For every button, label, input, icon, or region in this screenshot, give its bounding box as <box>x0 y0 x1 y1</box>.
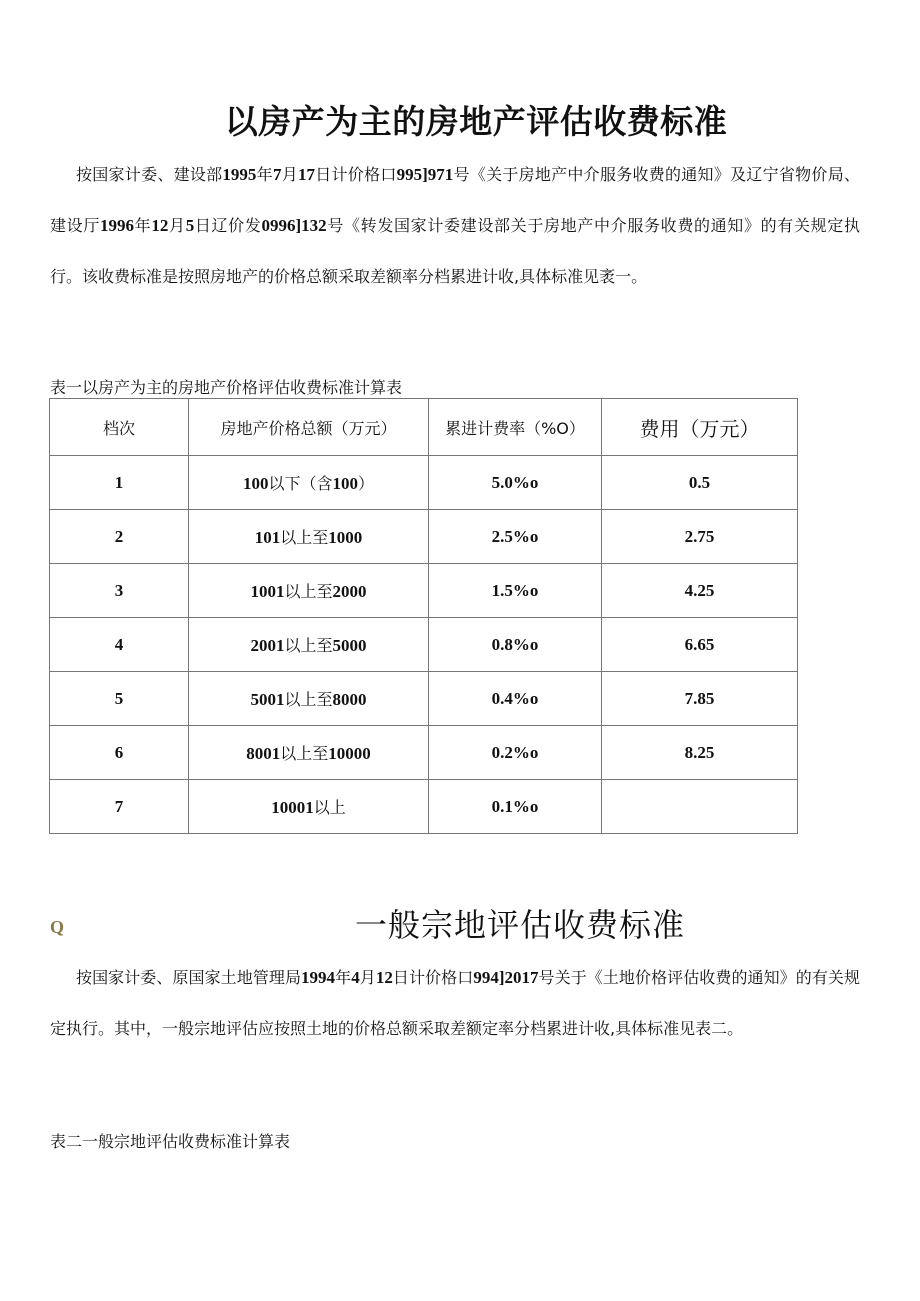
table-row <box>50 564 798 618</box>
range-start: 1001 <box>250 582 285 601</box>
paragraph-text: 日计价格口 <box>315 165 397 184</box>
paragraph-text: 日计价格口 <box>392 968 474 987</box>
rate-cell: 1.5%o <box>429 564 602 618</box>
main-title: 以房产为主的房地产评估收费标准 <box>224 102 728 141</box>
range-text: 以上 <box>313 798 346 817</box>
price-range-cell <box>189 618 429 672</box>
paragraph-number: 1995 <box>222 165 257 184</box>
rate-cell: 5.0%o <box>429 456 602 510</box>
table-row <box>50 672 798 726</box>
table-row <box>50 726 798 780</box>
paragraph-text: 号《关于房地产中介服务收费的通知》及辽宁省物价局、建设厅 <box>50 165 860 235</box>
range-start: 101 <box>254 528 281 547</box>
paragraph-number: 1996 <box>100 216 134 235</box>
paragraph-text: 号关于《土地价格评估收费的通知》的有关规定执行。其中，一般宗地评估应按照土地的价格总额采取差额定率分档累进计收,具体标准见表二。 <box>50 968 860 1038</box>
fee-cell: 6.65 <box>602 618 798 672</box>
fee-cell: 0.5 <box>602 456 798 510</box>
paragraph-text: 按国家计委、建设部 <box>76 165 223 184</box>
range-end: 5000 <box>332 636 367 655</box>
table-row <box>50 510 798 564</box>
tier-cell: 5 <box>50 672 189 726</box>
tier-cell: 6 <box>50 726 189 780</box>
header-price-range: 房地产价格总额（万元） <box>189 399 429 456</box>
paragraph-number: 995]971 <box>396 165 454 184</box>
price-range-cell <box>189 726 429 780</box>
rate-cell: 2.5%o <box>429 510 602 564</box>
paragraph-text: 年 <box>134 216 152 235</box>
range-text: 以下（含 <box>268 474 333 493</box>
q-mark: Q <box>50 917 65 937</box>
range-text: 以上至 <box>284 636 333 655</box>
fee-cell <box>602 780 798 834</box>
table2-caption: 表二一般宗地评估收费标准计算表 <box>50 1132 291 1151</box>
rate-cell: 0.2%o <box>429 726 602 780</box>
range-text: 以上至 <box>280 744 329 763</box>
table1-body <box>50 456 798 834</box>
paragraph-text: 年 <box>335 968 352 987</box>
range-start: 5001 <box>250 690 285 709</box>
tier-cell: 7 <box>50 780 189 834</box>
fee-cell: 7.85 <box>602 672 798 726</box>
paragraph-text: 月 <box>281 165 298 184</box>
tier-cell: 4 <box>50 618 189 672</box>
fee-cell: 8.25 <box>602 726 798 780</box>
tier-cell: 2 <box>50 510 189 564</box>
paragraph-number: 7 <box>272 165 282 184</box>
paragraph-text: 日辽价发 <box>194 216 262 235</box>
paragraph-number: 12 <box>375 968 393 987</box>
table1-caption: 表一以房产为主的房地产价格评估收费标准计算表 <box>50 378 403 397</box>
header-rate: 累进计费率（%O） <box>429 399 602 456</box>
rate-cell: 0.4%o <box>429 672 602 726</box>
table-row <box>50 618 798 672</box>
range-start: 8001 <box>246 744 281 763</box>
range-end: 100 <box>332 474 358 493</box>
fee-table-1 <box>49 398 798 834</box>
range-start: 100 <box>242 474 269 493</box>
table-header-row <box>50 399 798 456</box>
paragraph-number: 17 <box>298 165 315 184</box>
header-tier: 档次 <box>50 399 189 456</box>
paragraph-number: 1994 <box>301 968 336 987</box>
table-row <box>50 780 798 834</box>
price-range-cell <box>189 780 429 834</box>
range-end: 10000 <box>328 744 371 763</box>
paragraph-text: 月 <box>359 968 376 987</box>
table-row <box>50 456 798 510</box>
paragraph-number: 994]2017 <box>473 968 539 987</box>
paragraph-number: 12 <box>151 216 169 235</box>
range-text: 以上至 <box>284 582 333 601</box>
paragraph-number: 5 <box>185 216 195 235</box>
range-tail: ） <box>358 474 375 493</box>
tier-cell: 1 <box>50 456 189 510</box>
price-range-cell <box>189 510 429 564</box>
range-text: 以上至 <box>284 690 333 709</box>
paragraph-text: 按国家计委、原国家土地管理局 <box>76 968 302 987</box>
paragraph-text: 年 <box>256 165 273 184</box>
paragraph-text: 号《转发国家计委建设部关于房地产中介服务收费的通知》的有关规定执行。该收费标准是按照房地产的价格总额采取差额率分档累进计收,具体标准见袤一。 <box>50 216 860 286</box>
paragraph-text: 月 <box>168 216 186 235</box>
fee-cell: 4.25 <box>602 564 798 618</box>
range-end: 8000 <box>332 690 367 709</box>
tier-cell: 3 <box>50 564 189 618</box>
price-range-cell <box>189 456 429 510</box>
header-fee: 费用（万元） <box>602 399 798 456</box>
rate-cell: 0.8%o <box>429 618 602 672</box>
range-end: 1000 <box>328 528 363 547</box>
rate-cell: 0.1%o <box>429 780 602 834</box>
fee-cell: 2.75 <box>602 510 798 564</box>
price-range-cell <box>189 564 429 618</box>
intro-paragraph <box>50 149 860 302</box>
range-text: 以上至 <box>280 528 329 547</box>
section2-paragraph <box>50 952 860 1054</box>
paragraph-number: 4 <box>351 968 360 987</box>
price-range-cell <box>189 672 429 726</box>
section-title-2: 一般宗地评估收费标准 <box>355 906 686 944</box>
range-start: 2001 <box>250 636 285 655</box>
paragraph-number: 0996]132 <box>261 216 327 235</box>
range-start: 10001 <box>271 798 314 817</box>
range-end: 2000 <box>332 582 367 601</box>
